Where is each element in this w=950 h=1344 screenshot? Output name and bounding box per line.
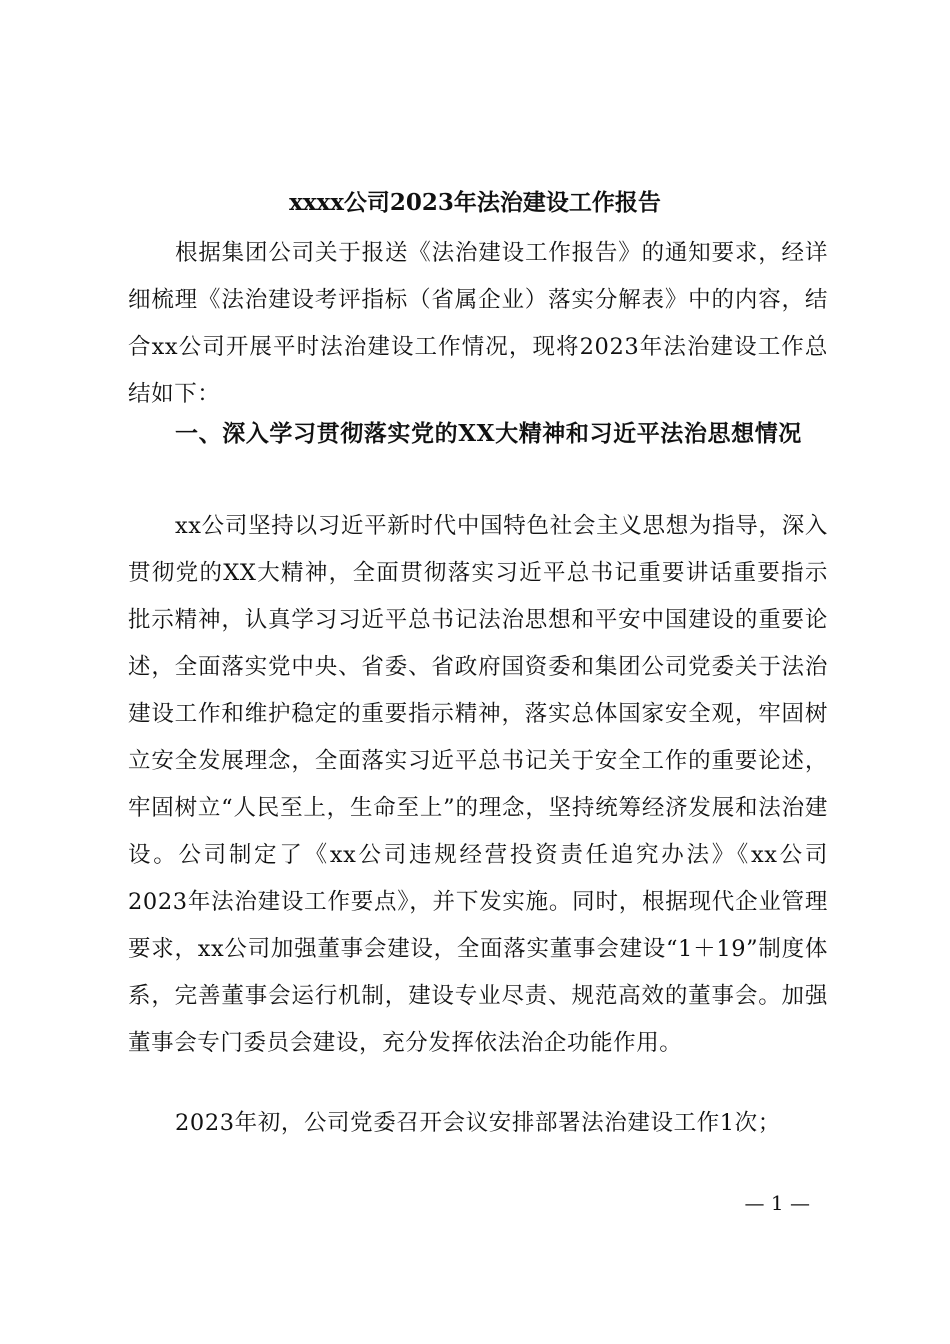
document-title: xxxx公司2023年法治建设工作报告: [289, 189, 661, 216]
section-heading: 一、深入学习贯彻落实党的XX大精神和习近平法治思想情况: [175, 420, 802, 447]
section-last-paragraph: 2023年初，公司党委召开会议安排部署法治建设工作1次；: [175, 1110, 781, 1136]
section-body-paragraph: xx公司坚持以习近平新时代中国特色社会主义思想为指导，深入贯彻党的XX大精神，全面贯彻落实习近平总书记重要讲话重要指示批示精神，认真学习习近平总书记法治思想和平安中国建设的重要论述，全面落实党中央、省委、省政府国资委和集团公司党委关于法治建设工作和维护稳定的重要指示精神，落实总体国家安全观，牢固树立安全发展理念，全面落实习近平总书记关于安全工作的重要论述，牢固树立“人民至上，生命至上”的理念，坚持统筹经济发展和法治建设。公司制定了《xx公司违规经营投资责任追究办法》《xx公司2023年法治建设工作要点》，并下发实施。同时，根据现代企业管理要求，xx公司加强董事会建设，全面落实董事会建设“1＋19”制度体系，完善董事会运行机制，建设专业尽责、规范高效的董事会。加强董事会专门委员会建设，充分发挥依法治企功能作用。: [128, 513, 828, 1056]
page-number: — 1 —: [744, 1191, 810, 1215]
intro-paragraph: 根据集团公司关于报送《法治建设工作报告》的通知要求，经详细梳理《法治建设考评指标（省属企业）落实分解表》中的内容，结合xx公司开展平时法治建设工作情况，现将2023年法治建设工作总结如下：: [128, 240, 828, 407]
